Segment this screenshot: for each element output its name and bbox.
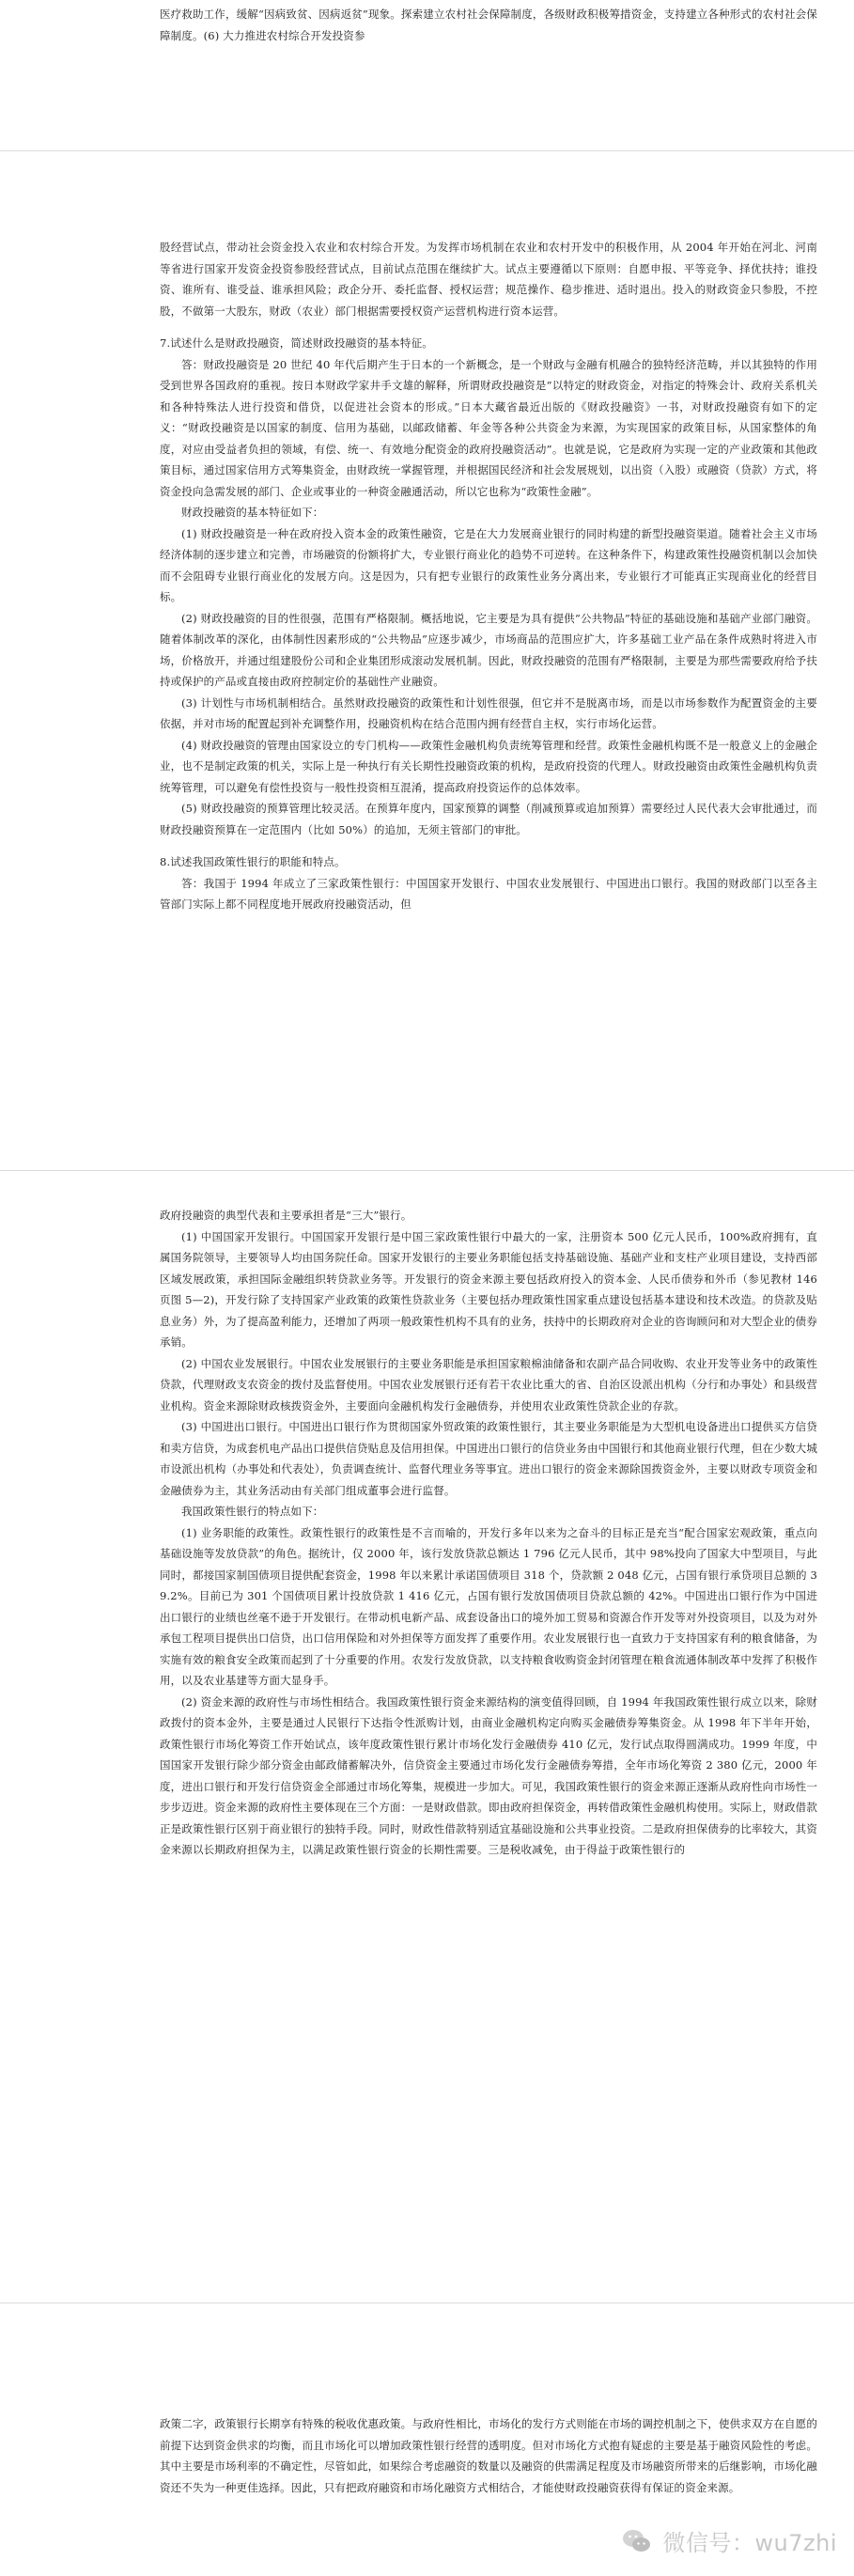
question-heading: 8.试述我国政策性银行的职能和特点。 <box>160 855 346 868</box>
paragraph: 政府投融资的典型代表和主要承担者是“三大”银行。 <box>160 1209 412 1222</box>
paragraph: 我国政策性银行的特点如下： <box>181 1505 324 1518</box>
page-divider <box>0 150 854 151</box>
paragraph: (1) 中国国家开发银行。中国国家开发银行是中国三家政策性银行中最大的一家，注册资本 500 亿元人民币，100%政府拥有，直属国务院领导，主要领导人均由国务院任命。国家开发银行的主要业务职能包括支持基础设施、基础产业和支柱产业项目建设，支持西部区域发展政策，承担国际金融组织转贷款业务等。开发银行的资金来源主要包括政府投入的资本金、人民币债券和外币（参见教材 146 页图 5—2)，开发行除了支持国家产业政策的政策性贷款业务（主要包括办理政策性国家重点建设包括基本建设和技术改造。的贷款及贴息业务）外，为了提高盈利能力，还增加了两项一般政策性机构不具有的业务，扶持中的长期政府对企业的咨询顾问和对大型企业的债券承销。 <box>160 1229 817 1349</box>
paragraph: 财政投融资的基本特征如下： <box>181 506 324 519</box>
text-block-4 <box>160 2413 817 2498</box>
text-block-2 <box>160 237 817 915</box>
paragraph: 答：财政投融资是 20 世纪 40 年代后期产生于日本的一个新概念，是一个财政与金融有机融合的独特经济范畴，并以其独特的作用受到世界各国政府的重视。按日本财政学家井手文雄的解释，所谓财政投融资是“以特定的财政资金，对指定的特殊会计、政府关系机关和各种特殊法人进行投资和借贷，以促进社会资本的形成。”日本大藏省最近出版的《财政投融资》一书，对财政投融资有如下的定义：“财政投融资是以国家的制度、信用为基础，以邮政储蓄、年金等各种公共资金为来源，为实现国家的政策目标，从国家整体的角度，对应由受益者负担的领域，有偿、统一、有效地分配资金的政府投融资活动”。也就是说，它是政府为实现一定的产业政策和其他政策目标，通过国家信用方式筹集资金，由财政统一掌握管理，并根据国民经济和社会发展规划，以出资（入股）或融资（贷款）方式，将资金投向急需发展的部门、企业或事业的一种资金融通活动，所以它也称为“政策性金融”。 <box>160 357 817 498</box>
question-heading: 7.试述什么是财政投融资，简述财政投融资的基本特征。 <box>160 336 433 350</box>
watermark-text: 微信号：wu7zhi <box>662 2530 837 2556</box>
wechat-watermark <box>621 2524 837 2557</box>
wechat-icon <box>621 2525 653 2557</box>
paragraph: (3) 中国进出口银行。中国进出口银行作为贯彻国家外贸政策的政策性银行，其主要业务职能是为大型机电设备进出口提供买方信贷和卖方信贷，为成套机电产品出口提供信贷贴息及信用担保。中国进出口银行的信贷业务由中国银行和其他商业银行代理，但在少数大城市设派出机构（办事处和代表处），负责调查统计、监督代理业务等事宜。进出口银行的资金来源除国拨资金外，主要以财政专项资金和金融债券为主，其业务活动由有关部门组成董事会进行监督。 <box>160 1420 817 1497</box>
paragraph: (1) 业务职能的政策性。政策性银行的政策性是不言而喻的，开发行多年以来为之奋斗的目标正是充当“配合国家宏观政策，重点向基础设施等发放贷款”的角色。据统计，仅 2000 年，该行发放贷款总额达 1 796 亿元人民币，其中 98%投向了国家大中型项目，与此同时，都接国家制国债项目提供配套资金，1998 年以来累计承诺国债项目 318 个，贷款额 2 048 亿元，占国有银行承贷项目总额的 39.2%。目前已为 301 个国债项目累计投放贷款 1 416 亿元，占国有银行发放国债项目贷款总额的 42%。中国进出口银行作为中国进出口银行的业绩也丝毫不逊于开发银行。在带动机电新产品、成套设备出口的境外加工贸易和资源合作开发等对外投资项目，以及为对外承包工程项目提供出口信贷，出口信用保险和对外担保等方面发挥了重要作用。农业发展银行也一直致力于支持国家有利的粮食储备，为实施有效的粮食安全政策而起到了十分重要的作用。农发行发放贷款，以支持粮食收购资金封闭管理在粮食流通体制改革中发挥了积极作用，以及农业基建等方面大显身手。 <box>160 1525 817 1687</box>
paragraph: (1) 财政投融资是一种在政府投入资本金的政策性融资，它是在大力发展商业银行的同时构建的新型投融资渠道。随着社会主义市场经济体制的逐步建立和完善，市场融资的份额将扩大，专业银行商业化的趋势不可逆转。在这种条件下，构建政策性投融资机制以会加快而不会阻碍专业银行商业化的发展方向。这是因为，只有把专业银行的政策性业务分离出来，专业银行才可能真正实现商业化的经营目标。 <box>160 526 817 603</box>
paragraph: 股经营试点，带动社会资金投入农业和农村综合开发。为发挥市场机制在农业和农村开发中的积极作用，从 2004 年开始在河北、河南等省进行国家开发资金投资参股经营试点，目前试点范围在继续扩大。试点主要遵循以下原则：自愿申报、平等竞争、择优扶持；谁投资、谁所有、谁受益、谁承担风险；政企分开、委托监督、授权运营；规范操作、稳步推进、适时退出。投入的财政资金只参股，不控股，不做第一大股东，财政（农业）部门根据需要授权资产运营机构进行资本运营。 <box>160 241 817 318</box>
paragraph: (2) 财政投融资的目的性很强，范围有严格限制。概括地说，它主要是为具有提供“公共物品”特征的基础设施和基础产业部门融资。随着体制改革的深化，由体制性因素形成的“公共物品”应逐步减少，市场商品的范围应扩大，许多基础工业产品在条件成熟时将进入市场，价格放开，并通过组建股份公司和企业集团形成滚动发展机制。因此，财政投融资的范围有严格限制，主要是为那些需要政府给予扶持或保护的产品或直接由政府控制定价的基础性产业融资。 <box>160 611 817 688</box>
paragraph: (3) 计划性与市场机制相结合。虽然财政投融资的政策性和计划性很强，但它并不是脱离市场，而是以市场参数作为配置资金的主要依据，并对市场的配置起到补充调整作用，投融资机构在结合范围内拥有经营自主权，实行市场化运营。 <box>160 695 817 730</box>
paragraph: (2) 资金来源的政府性与市场性相结合。我国政策性银行资金来源结构的演变值得回顾，自 1994 年我国政策性银行成立以来，除财政拨付的资本金外，主要是通过人民银行下达指令性派购计划，由商业金融机构定向购买金融债券筹集资金。从 1998 年下半年开始，政策性银行市场化筹资工作开始试点，该年度政策性银行累计市场化发行金融债券 410 亿元，发行试点取得圆满成功。1999 年度，中国国家开发银行除少部分资金由邮政储蓄解决外，信贷资金主要通过市场化发行金融债券筹措，全年市场化筹资 2 380 亿元，2000 年度，进出口银行和开发行信贷资金全部通过市场化筹集，规模进一步加大。可见，我国政策性银行的资金来源正逐渐从政府性向市场性一步步迈进。资金来源的政府性主要体现在三个方面：一是财政借款。即由政府担保资金，再转借政策性金融机构使用。实际上，财政借款正是政策性银行区别于商业银行的独特手段。同时，财政性借款特别适宜基础设施和公共事业投资。二是政府担保债券的比率较大，其资金来源以长期政府担保为主，以满足政策性银行资金的长期性需要。三是税收减免，由于得益于政策性银行的 <box>160 1694 817 1856</box>
paragraph: 医疗救助工作，缓解“因病致贫、因病返贫”现象。探索建立农村社会保障制度，各级财政积极筹措资金，支持建立各种形式的农村社会保障制度。(6) 大力推进农村综合开发投资参 <box>160 8 817 42</box>
paragraph: 答：我国于 1994 年成立了三家政策性银行：中国国家开发银行、中国农业发展银行、中国进出口银行。我国的财政部门以至各主管部门实际上都不同程度地开展政府投融资活动，但 <box>160 876 817 911</box>
paragraph: (4) 财政投融资的管理由国家设立的专门机构——政策性金融机构负责统筹管理和经营。政策性金融机构既不是一般意义上的金融企业，也不是制定政策的机关，实际上是一种执行有关长期性投融资政策的机构，是政府投资的代理人。财政投融资由政策性金融机构负责统筹管理，可以避免有偿性投资与一般性投资相互混淆，提高政府投资运作的总体效率。 <box>160 738 817 794</box>
paragraph: (2) 中国农业发展银行。中国农业发展银行的主要业务职能是承担国家粮棉油储备和农副产品合同收购、农业开发等业务中的政策性贷款，代理财政支农资金的拨付及监督使用。中国农业发展银行还有若干农业比重大的省、自治区设派出机构（分行和办事处）和县级营业机构。资金来源除财政核拨资金外，主要面向金融机构发行金融债券，并使用农业政策性贷款企业的存款。 <box>160 1356 817 1413</box>
text-block-1 <box>160 4 817 46</box>
paragraph: 政策二字，政策银行长期享有特殊的税收优惠政策。与政府性相比，市场化的发行方式则能在市场的调控机制之下，使供求双方在自愿的前提下达到资金供求的均衡，而且市场化可以增加政策性银行经营的透明度。但对市场化方式抱有疑虑的主要是基于融资风险性的考虑。其中主要是市场利率的不确定性，尽管如此，如果综合考虑融资的数量以及融资的供需满足程度及市场融资所带来的后继影响，市场化融资还不失为一种更佳选择。因此，只有把政府融资和市场化融资方式相结合，才能使财政投融资获得有保证的资金来源。 <box>160 2417 817 2494</box>
text-block-3 <box>160 1205 817 1861</box>
paragraph: (5) 财政投融资的预算管理比较灵活。在预算年度内，国家预算的调整（削减预算或追加预算）需要经过人民代表大会审批通过，而财政投融资预算在一定范围内（比如 50%）的追加，无须主管部门的审批。 <box>160 802 817 836</box>
page-divider <box>0 1170 854 1171</box>
